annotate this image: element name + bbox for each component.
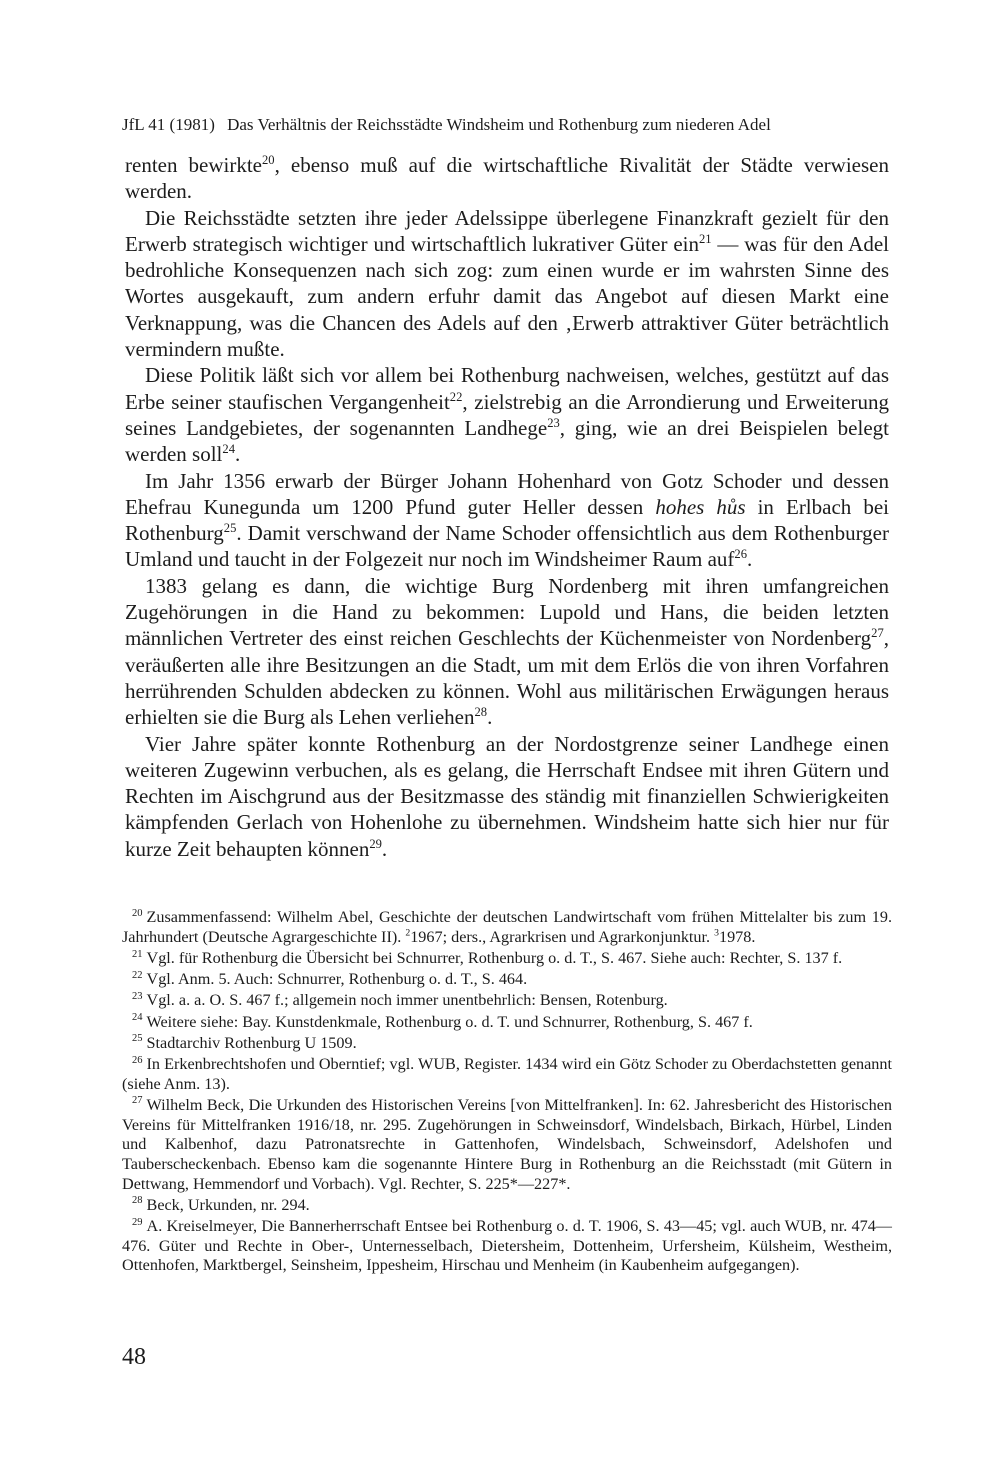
footnote-ref: 29 [369,836,382,851]
footnote-text: 1967; ders., Agrarkrisen und Agrarkonjunktur. [410,927,715,946]
footnote-ref: 24 [222,442,235,457]
footnote-ref: 21 [698,231,712,246]
paragraph-3 [125,362,889,467]
footnote-text: Weitere siehe: Bay. Kunstdenkmale, Rothenburg o. d. T. und Schnurrer, Rothenburg, S. 467 f. [146,1012,753,1031]
footnote-number: 29 [132,1216,143,1228]
text-run: , veräußerten alle ihre Besitzungen an die Stadt, um mit dem Erlös die von ihren Vorfahren herrührenden Schulden abdecken zu können. Wohl aus militärischen Erwägungen heraus erhielten sie die Burg als Lehen verliehen [125,626,889,730]
body-text [125,152,889,862]
paragraph-6 [125,731,889,862]
footnote-text: Wilhelm Beck, Die Urkunden des Historischen Vereins [von Mittelfranken]. In: 62. Jahresbericht des Historischen Vereins für Mittelfranken 1916/18, nr. 295. Zugehörungen in Schweinsdorf, Windelsbach, Birkach, Hürbel, Linden und Kalbenhof, dazu Patronatsrechte in Gattenhofen, Windelsbach, Schweinsdorf, Adelshofen und Tauberscheckenbach. Ebenso kam die sogenannte Hintere Burg in Rothenburg an die Reichsstadt (mit Gütern in Dettwang, Hemmendorf und Vorbach). Vgl. Rechter, S. 225*—227*. [122,1095,892,1193]
text-run: Die Reichsstädte setzten ihre jeder Adelssippe überlegene Finanzkraft gezielt für den Erwerb strategisch wichtiger und wirtschaftlich lukrativer Güter ein [125,205,889,256]
paragraph-5 [125,573,889,731]
footnote-28 [122,1196,892,1216]
text-run: Im Jahr 1356 erwarb der Bürger Johann Hohenhard von Gotz Schoder und dessen Ehefrau Kunegunda um 1200 Pfund guter Heller dessen [125,468,889,519]
text-run: in Erlbach bei Rothenburg [125,494,889,546]
text-run: , ging, wie an drei Beispielen belegt werden soll [125,415,889,467]
text-run: . [746,547,753,572]
footnote-ref: 27 [871,626,884,641]
text-run: — was für den Adel bedrohliche Konsequenzen nach sich zog: zum einen wurde er im wahrsten Sinne des Wortes ausgekauft, zum andern erfuhr damit das Angebot auf diesen Markt eine Verknappung, was die Chancen des Adels auf den ‚Erwerb attraktiver Güter beträchtlich vermindern mußte. [125,231,889,362]
paragraph-2 [125,205,889,363]
footnote-text: Vgl. a. a. O. S. 467 f.; allgemein noch immer unentbehrlich: Bensen, Rotenburg. [146,991,668,1010]
text-run: , ebenso muß auf die wirtschaftliche Rivalität der Städte verwiesen werden. [125,153,889,204]
footnote-text: 1978. [718,927,756,946]
footnote-number: 27 [132,1095,143,1107]
text-run: Diese Politik läßt sich vor allem bei Rothenburg nachweisen, welches, gestützt auf das Erbe seiner staufischen Vergangenheit [125,363,889,414]
edition-number: 2 [405,927,411,939]
footnote-20 [122,908,892,947]
footnote-text: Beck, Urkunden, nr. 294. [146,1195,310,1214]
footnote-text: In Erkenbrechtshofen und Oberntief; vgl. WUB, Register. 1434 wird ein Götz Schoder zu Oberdachstetten genannt (siehe Anm. 13). [122,1054,892,1093]
text-run: Vier Jahre später konnte Rothenburg an der Nordostgrenze seiner Landhege einen weiteren Zugewinn verbuchen, als es gelang, die Herrschaft Endsee mit ihren Gütern und Rechten im Aischgrund aus der Besitzmasse des ständig mit finanziellen Schwierigkeiten kämpfenden Gerlach von Hohenlohe zu übernehmen. Windsheim hatte sich hier nur für kurze Zeit behaupten können [125,731,889,861]
text-run: 1383 gelang es dann, die wichtige Burg Nordenberg mit ihren umfangreichen Zugehörungen in die Hand zu bekommen: Lupold und Hans, die beiden letzten männlichen Vertreter des einst reichen Geschlechts der Küchenmeister von Nordenberg [125,573,889,651]
footnote-ref: 25 [223,521,237,536]
footnote-number: 24 [132,1012,143,1024]
footnote-text: Stadtarchiv Rothenburg U 1509. [146,1033,357,1052]
footnote-text: Zusammenfassend: Wilhelm Abel, Geschichte der deutschen Landwirtschaft vom frühen Mittelalter bis zum 19. Jahrhundert (Deutsche Agrargeschichte II). [122,908,892,946]
footnote-29 [122,1217,892,1276]
text-run: . [381,836,388,861]
footnote-ref: 23 [547,415,560,430]
footnote-24 [122,1013,892,1033]
footnotes [122,908,892,1278]
emphasized-term: hohes hůs [655,494,746,519]
paragraph-1 [125,152,889,205]
text-run: . [235,442,241,467]
text-run: renten bewirkte [125,153,262,177]
footnote-number: 25 [132,1033,143,1045]
footnote-27 [122,1096,892,1195]
journal-citation: JfL 41 (1981) [122,115,215,134]
footnote-ref: 26 [734,547,747,562]
footnote-text: Vgl. für Rothenburg die Übersicht bei Schnurrer, Rothenburg o. d. T., S. 467. Siehe auch: Rechter, S. 137 f. [146,948,843,967]
footnote-number: 20 [132,907,143,919]
edition-number: 3 [714,927,719,939]
footnote-number: 26 [132,1054,143,1066]
footnote-ref: 28 [474,705,488,720]
article-title: Das Verhältnis der Reichsstädte Windsheim und Rothenburg zum niederen Adel [227,115,771,134]
footnote-number: 21 [132,948,143,960]
footnote-ref: 22 [449,389,463,404]
footnote-21 [122,949,892,969]
text-run: . Damit verschwand der Name Schoder offensichtlich aus dem Rothenburger Umland und taucht in der Folgezeit nur noch im Windsheimer Raum auf [125,521,889,572]
footnote-text: A. Kreiselmeyer, Die Bannerherrschaft Entsee bei Rothenburg o. d. T. 1906, S. 43—45; vgl. auch WUB, nr. 474—476. Güter und Rechte in Ober-, Unternesselbach, Dietersheim, Dottenheim, Urfersheim, Külsheim, Westheim, Ottenhofen, Marktbergel, Seinsheim, Ippesheim, Hirschau und Menheim (in Kaubenheim aufgegangen). [122,1217,892,1275]
running-header [122,113,892,137]
footnote-22 [122,970,892,990]
footnote-number: 28 [132,1195,143,1207]
text-run: . [487,705,493,730]
footnote-25 [122,1034,892,1054]
footnote-26 [122,1055,892,1094]
footnote-text: Vgl. Anm. 5. Auch: Schnurrer, Rothenburg o. d. T., S. 464. [146,970,528,989]
text-run: , zielstrebig an die Arrondierung und Erweiterung seines Landgebietes, der sogenannten Landhege [125,389,889,440]
footnote-ref: 20 [262,153,275,167]
footnote-23 [122,991,892,1011]
paragraph-4 [125,468,889,573]
page-number: 48 [122,1344,146,1370]
footnote-number: 23 [132,990,143,1002]
footnote-number: 22 [132,969,143,981]
